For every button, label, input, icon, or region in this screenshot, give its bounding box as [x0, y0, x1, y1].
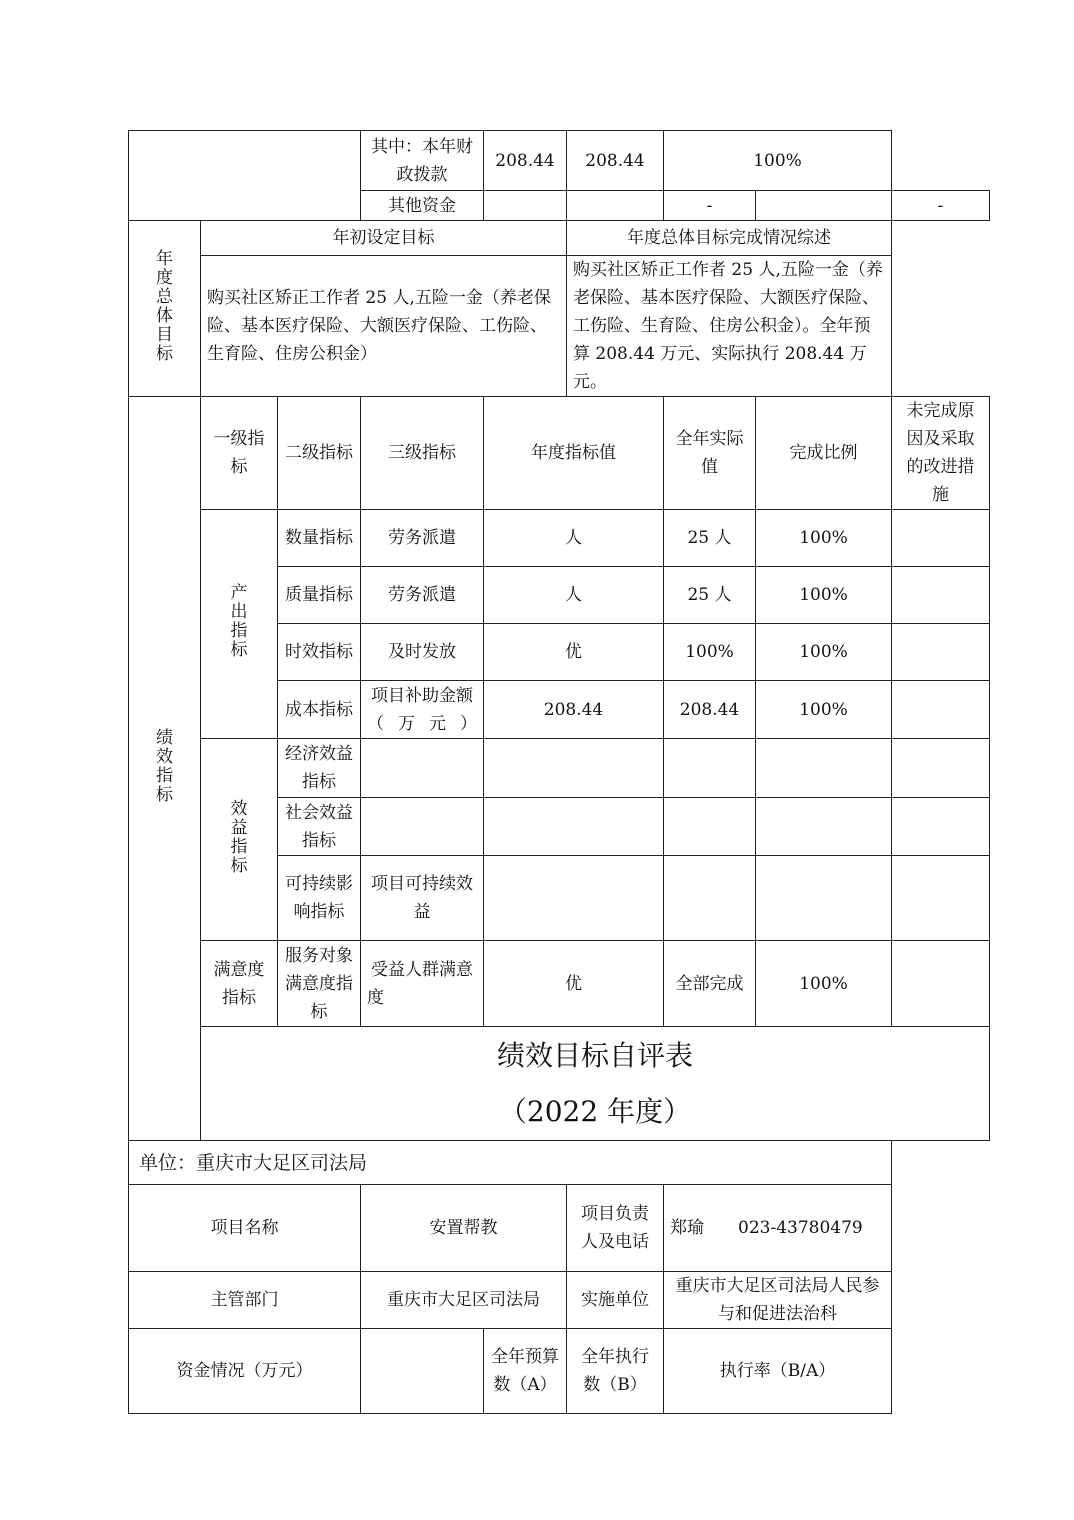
rate-label: 执行率（B/A）	[664, 1329, 892, 1414]
benefit-level2: 可持续影响指标	[278, 856, 361, 941]
output-ratio: 100%	[756, 681, 892, 739]
benefit-ratio	[756, 798, 892, 856]
benefit-level3	[361, 739, 484, 798]
output-ratio: 100%	[756, 624, 892, 681]
funds-label: 资金情况（万元）	[129, 1329, 361, 1414]
output-level3: 劳务派遣	[361, 567, 484, 624]
benefit-label: 效益指标	[201, 739, 278, 941]
benefit-reason	[892, 798, 990, 856]
other-label: 其他资金	[361, 191, 484, 221]
fiscal-exec: 208.44	[567, 131, 664, 191]
implementer-value: 重庆市大足区司法局人民参与和促进法治科	[664, 1272, 892, 1329]
fiscal-budget: 208.44	[484, 131, 567, 191]
blank-cell	[129, 131, 361, 221]
satisfaction-actual: 全部完成	[664, 941, 756, 1027]
header-level3: 三级指标	[361, 397, 484, 510]
exec-label: 全年执行数（B）	[567, 1329, 664, 1414]
benefit-level2: 经济效益指标	[278, 739, 361, 798]
output-reason	[892, 510, 990, 567]
header-actual: 全年实际值	[664, 397, 756, 510]
output-row	[129, 510, 990, 567]
output-actual: 208.44	[664, 681, 756, 739]
department-label: 主管部门	[129, 1272, 361, 1329]
header-target: 年度指标值	[484, 397, 664, 510]
goal-text-row	[129, 256, 990, 397]
benefit-target	[484, 856, 664, 941]
benefit-actual	[664, 739, 756, 798]
benefit-ratio	[756, 856, 892, 941]
benefit-reason	[892, 739, 990, 798]
implementer-label: 实施单位	[567, 1272, 664, 1329]
output-level2: 质量指标	[278, 567, 361, 624]
contact-label: 项目负责人及电话	[567, 1185, 664, 1272]
fiscal-label: 其中：本年财政拨款	[361, 131, 484, 191]
summary-text: 购买社区矫正工作者 25 人,五险一金（养老保险、基本医疗保险、大额医疗保险、工伤险、生育险、住房公积金）。全年预算 208.44 万元、实际执行 208.44 万元。	[567, 256, 892, 397]
satisfaction-level1: 满意度指标	[201, 941, 278, 1027]
form-title-cell	[201, 1027, 990, 1141]
output-level2: 成本指标	[278, 681, 361, 739]
benefit-ratio	[756, 739, 892, 798]
output-level2: 时效指标	[278, 624, 361, 681]
header-ratio: 完成比例	[756, 397, 892, 510]
output-actual: 25 人	[664, 510, 756, 567]
output-target: 优	[484, 624, 664, 681]
benefit-actual	[664, 798, 756, 856]
header-level1: 一级指标	[201, 397, 278, 510]
other-budget	[484, 191, 567, 221]
satisfaction-level2: 服务对象满意度指标	[278, 941, 361, 1027]
fiscal-rate: 100%	[664, 131, 892, 191]
output-reason	[892, 624, 990, 681]
budget-label: 全年预算数（A）	[484, 1329, 567, 1414]
annual-goal-label: 年度总体目标	[129, 221, 201, 397]
output-actual: 25 人	[664, 567, 756, 624]
performance-label: 绩效指标	[129, 397, 201, 1141]
benefit-target	[484, 798, 664, 856]
output-label: 产出指标	[201, 510, 278, 739]
summary-header: 年度总体目标完成情况综述	[567, 221, 892, 256]
satisfaction-level3: 受益人群满意度	[361, 941, 484, 1027]
form-title: 绩效目标自评表	[496, 1038, 693, 1072]
form-title-row	[129, 1027, 990, 1141]
fiscal-funding-row	[129, 131, 990, 191]
benefit-target	[484, 739, 664, 798]
output-ratio: 100%	[756, 567, 892, 624]
header-reason: 未完成原因及采取的改进措施	[892, 397, 990, 510]
satisfaction-ratio: 100%	[756, 941, 892, 1027]
benefit-reason	[892, 856, 990, 941]
benefit-level3	[361, 798, 484, 856]
goal-header-row	[129, 221, 990, 256]
satisfaction-target: 优	[484, 941, 664, 1027]
initial-goal-text: 购买社区矫正工作者 25 人,五险一金（养老保险、基本医疗保险、大额医疗保险、工伤险、生育险、住房公积金）	[201, 256, 567, 397]
output-reason	[892, 567, 990, 624]
output-target: 208.44	[484, 681, 664, 739]
output-target: 人	[484, 567, 664, 624]
benefit-row	[129, 739, 990, 798]
benefit-level2: 社会效益指标	[278, 798, 361, 856]
benefit-level3: 项目可持续效益	[361, 856, 484, 941]
other-rate	[756, 191, 892, 221]
project-row	[129, 1185, 990, 1272]
output-level2: 数量指标	[278, 510, 361, 567]
unit-row	[129, 1141, 990, 1185]
performance-table	[128, 130, 990, 1414]
output-level3: 项目补助金额（万元）	[361, 681, 484, 739]
department-value: 重庆市大足区司法局	[361, 1272, 567, 1329]
form-year: （2022 年度）	[498, 1094, 692, 1128]
project-name: 安置帮教	[361, 1185, 567, 1272]
contact-value: 郑瑜 023-43780479	[664, 1185, 892, 1272]
header-level2: 二级指标	[278, 397, 361, 510]
output-ratio: 100%	[756, 510, 892, 567]
funds-blank	[361, 1329, 484, 1414]
initial-goal-header: 年初设定目标	[201, 221, 567, 256]
satisfaction-reason	[892, 941, 990, 1027]
output-target: 人	[484, 510, 664, 567]
other-exec	[567, 191, 664, 221]
indicator-header-row	[129, 397, 990, 510]
other-dash-1: -	[664, 191, 756, 221]
output-level3: 劳务派遣	[361, 510, 484, 567]
benefit-actual	[664, 856, 756, 941]
output-reason	[892, 681, 990, 739]
other-dash-2: -	[892, 191, 990, 221]
funds-header-row	[129, 1329, 990, 1414]
department-row	[129, 1272, 990, 1329]
satisfaction-row	[129, 941, 990, 1027]
output-actual: 100%	[664, 624, 756, 681]
project-name-label: 项目名称	[129, 1185, 361, 1272]
output-level3: 及时发放	[361, 624, 484, 681]
unit-label: 单位：重庆市大足区司法局	[129, 1141, 892, 1185]
